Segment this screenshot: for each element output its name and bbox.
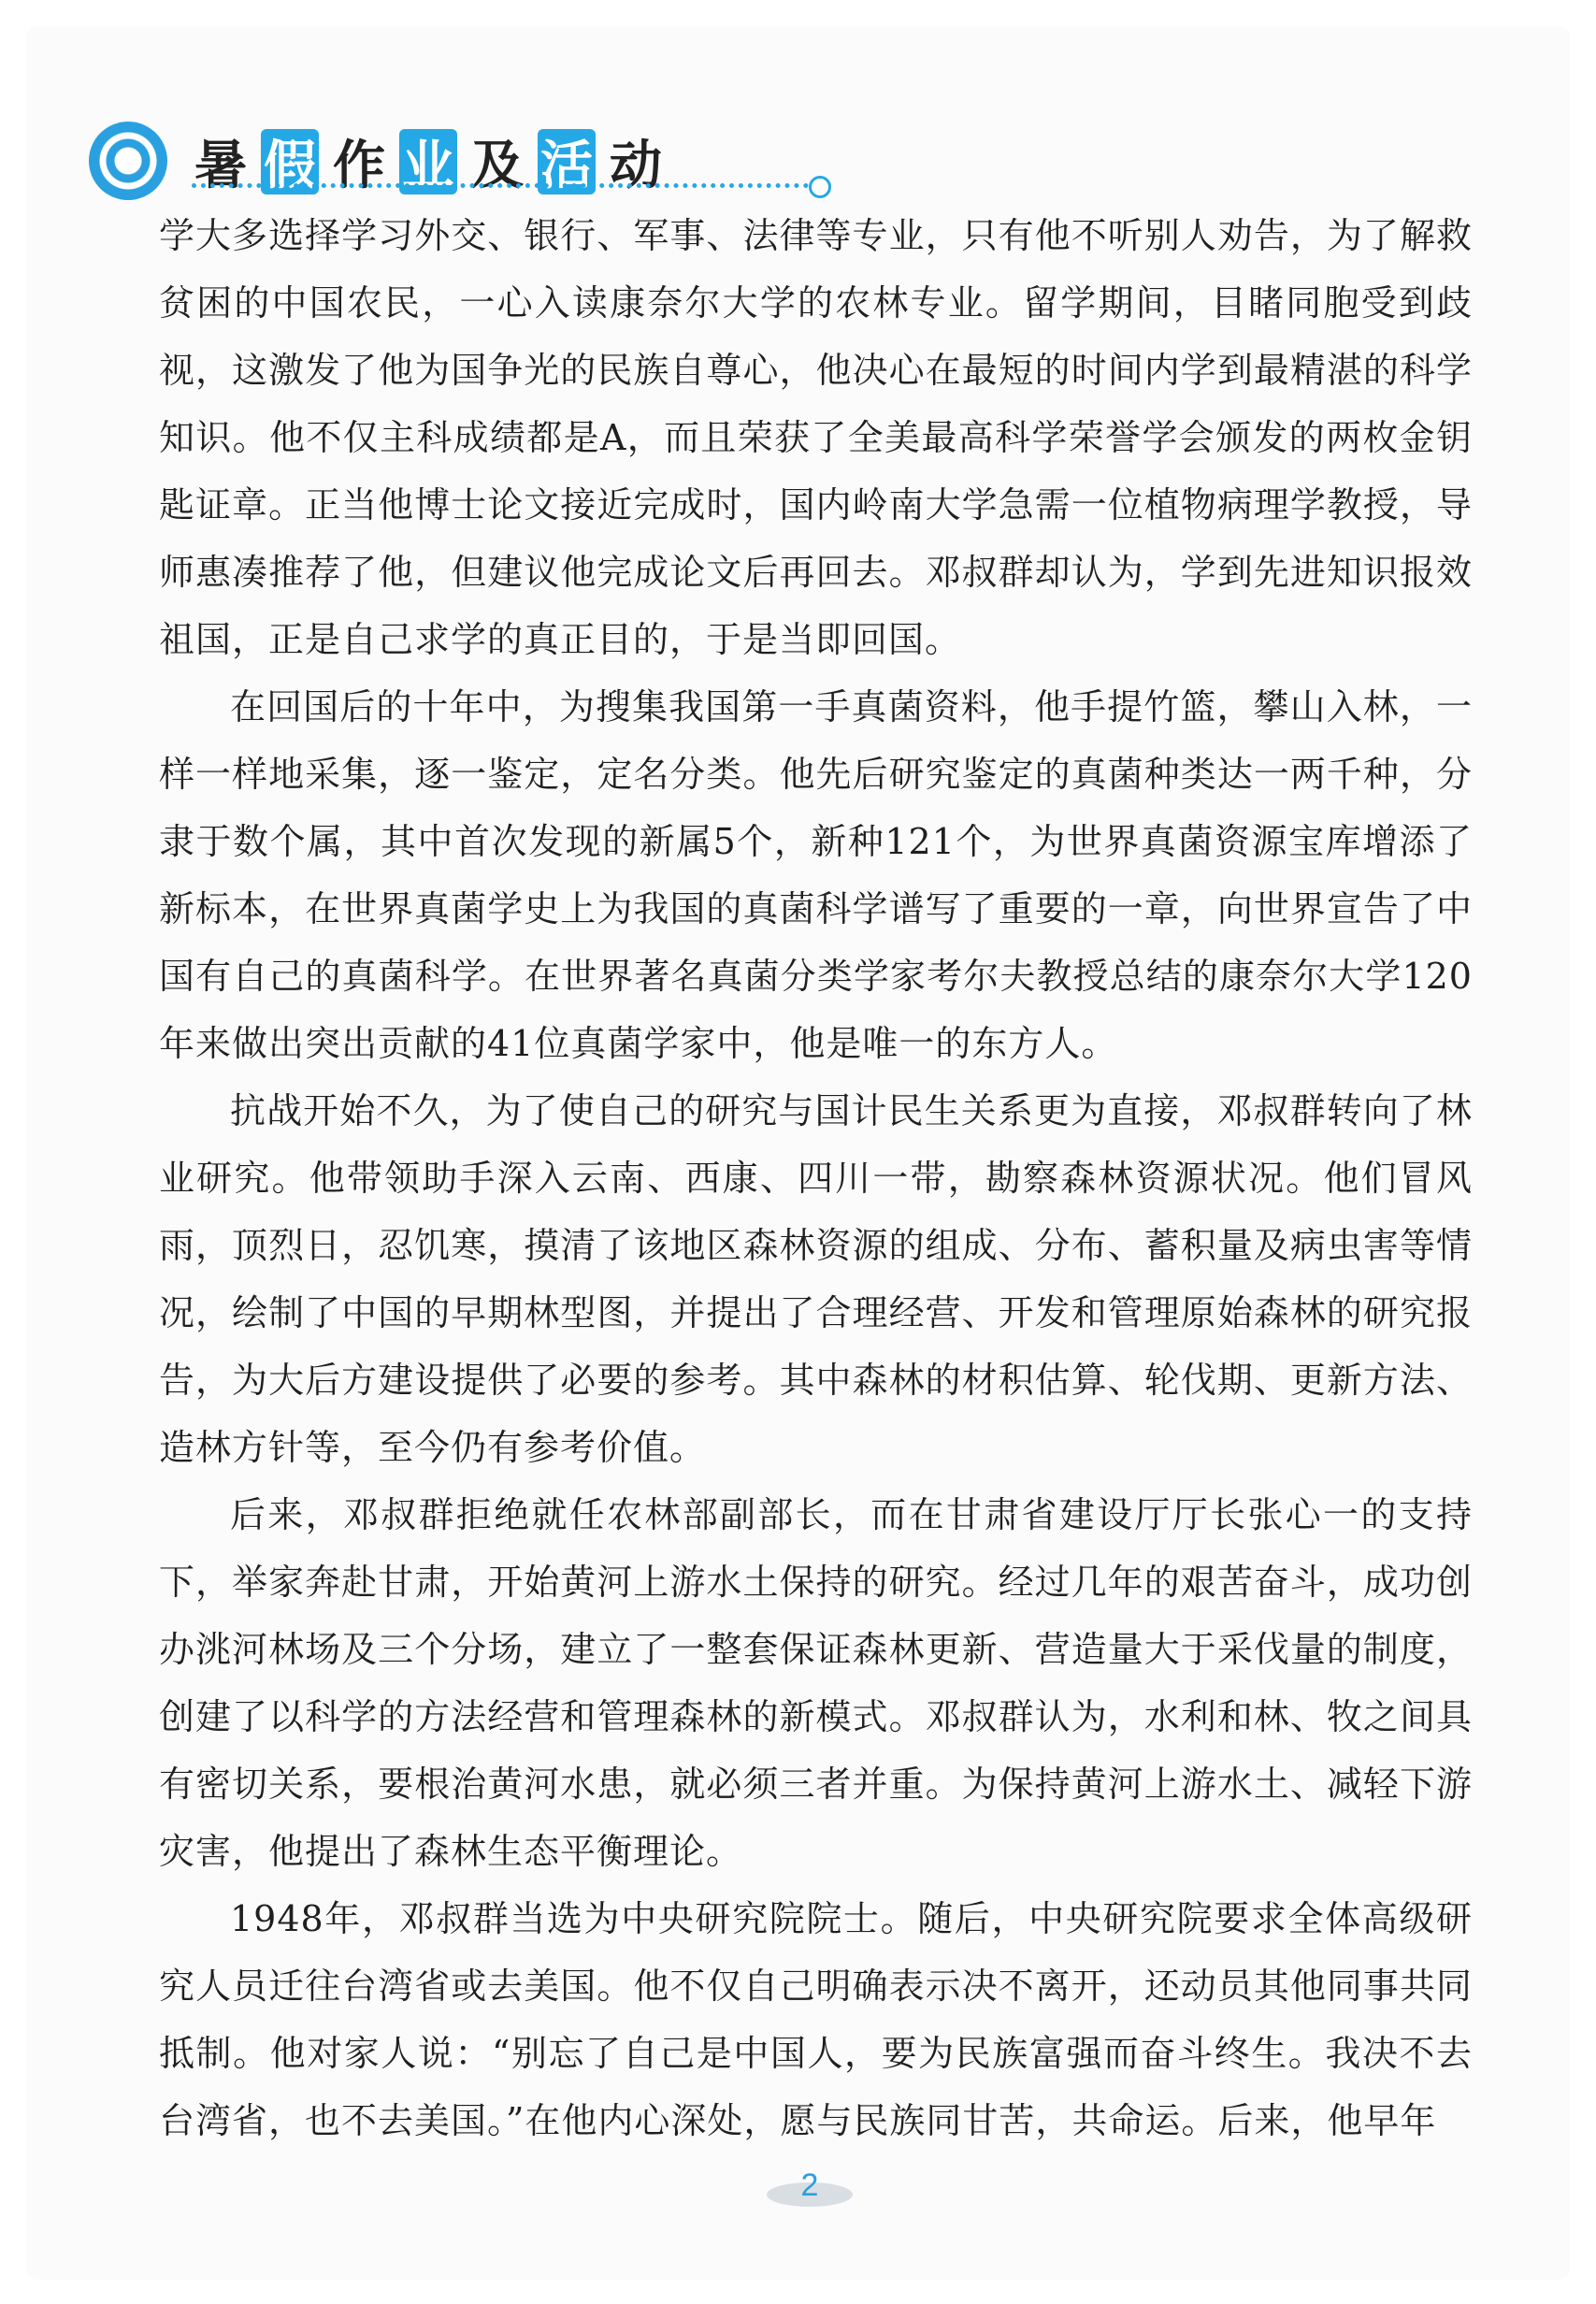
- paragraph-continued: 学大多选择学习外交、银行、军事、法律等专业，只有他不听别人劝告，为了解救贫困的中国农民，一心入读康奈尔大学的农林专业。留学期间，目睹同胞受到歧视，这激发了他为国争光的民族自尊心，他决心在最短的时间内学到最精湛的科学知识。他不仅主科成绩都是A，而且荣获了全美最高科学荣誉学会颁发的两枚金钥匙证章。正当他博士论文接近完成时，国内岭南大学急需一位植物病理学教授，导师惠凑推荐了他，但建议他完成论文后再回去。邓叔群却认为，学到先进知识报效祖国，正是自己求学的真正目的，于是当即回国。: [159, 215, 1473, 660]
- title-char: 作: [333, 136, 385, 196]
- title-char: 动: [610, 136, 662, 196]
- page-number-badge: [767, 2167, 853, 2210]
- article-body: [159, 202, 1473, 2154]
- title-char: 及: [471, 136, 524, 196]
- target-ring-icon: [89, 122, 167, 200]
- page-number: 2: [800, 2167, 819, 2203]
- header-title: [192, 110, 665, 194]
- title-char: 业: [399, 129, 457, 194]
- paragraph: 1948年，邓叔群当选为中央研究院院士。随后，中央研究院要求全体高级研究人员迁往台湾省或去美国。他不仅自己明确表示决不离开，还动员其他同事共同抵制。他对家人说：“别忘了自己是中国人，要为民族富强而奋斗终生。我决不去台湾省，也不去美国。”在他内心深处，愿与民族同甘苦，共命运。后来，他早年: [159, 1898, 1473, 2141]
- header-dotted-line: [192, 183, 809, 188]
- header-line-end-dot: [809, 176, 831, 198]
- page-header: [89, 110, 856, 199]
- paragraph: 后来，邓叔群拒绝就任农林部副部长，而在甘肃省建设厅厅长张心一的支持下，举家奔赴甘肃，开始黄河上游水土保持的研究。经过几年的艰苦奋斗，成功创办洮河林场及三个分场，建立了一整套保证森林更新、营造量大于采伐量的制度，创建了以科学的方法经营和管理森林的新模式。邓叔群认为，水利和林、牧之间具有密切关系，要根治黄河水患，就必须三者并重。为保持黄河上游水土、减轻下游灾害，他提出了森林生态平衡理论。: [159, 1494, 1473, 1872]
- paragraph: 在回国后的十年中，为搜集我国第一手真菌资料，他手提竹篮，攀山入林，一样一样地采集，逐一鉴定，定名分类。他先后研究鉴定的真菌种类达一两千种，分隶于数个属，其中首次发现的新属5个，新种121个，为世界真菌资源宝库增添了新标本，在世界真菌学史上为我国的真菌科学谱写了重要的一章，向世界宣告了中国有自己的真菌科学。在世界著名真菌分类学家考尔夫教授总结的康奈尔大学120年来做出突出贡献的41位真菌学家中，他是唯一的东方人。: [159, 686, 1473, 1064]
- title-char: 活: [538, 129, 596, 194]
- title-char: 假: [261, 129, 319, 194]
- title-char: 暑: [194, 136, 247, 196]
- paragraph: 抗战开始不久，为了使自己的研究与国计民生关系更为直接，邓叔群转向了林业研究。他带领助手深入云南、西康、四川一带，勘察森林资源状况。他们冒风雨，顶烈日，忍饥寒，摸清了该地区森林资源的组成、分布、蓄积量及病虫害等情况，绘制了中国的早期林型图，并提出了合理经营、开发和管理原始森林的研究报告，为大后方建设提供了必要的参考。其中森林的材积估算、轮伐期、更新方法、造林方针等，至今仍有参考价值。: [159, 1090, 1473, 1468]
